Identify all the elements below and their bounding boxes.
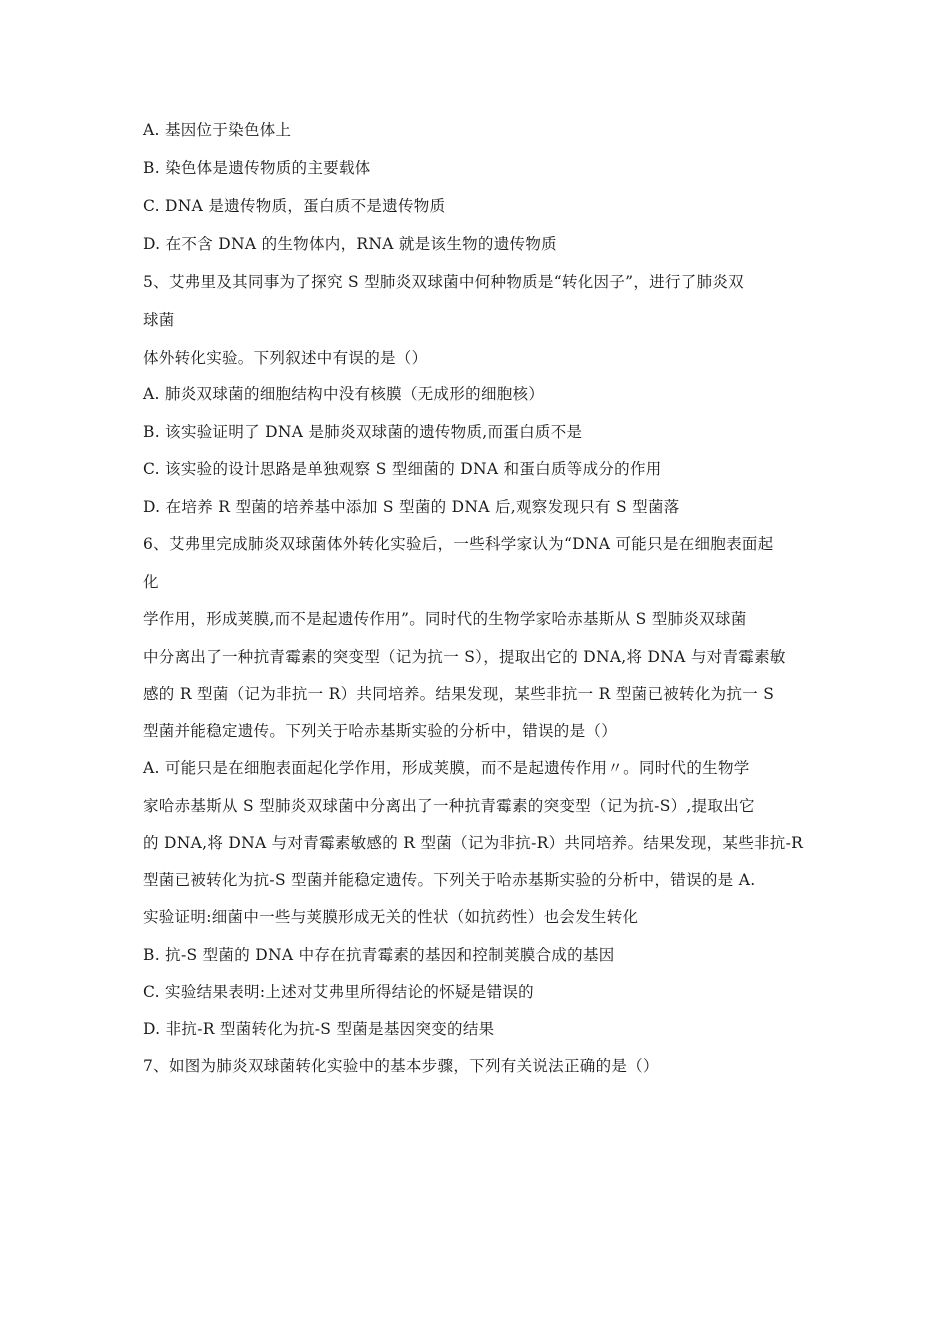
- option-6a-cont-3: 型菌已被转化为抗-S 型菌并能稳定遗传。下列关于哈赤基斯实验的分析中，错误的是 A.: [143, 871, 756, 889]
- option-5c: C. 该实验的设计思路是单独观察 S 型细菌的 DNA 和蛋白质等成分的作用: [143, 460, 662, 478]
- option-6a-cont-2: 的 DNA,将 DNA 与对青霉素敏感的 R 型菌（记为非抗-R）共同培养。结果发现，某些非抗-R: [143, 834, 804, 852]
- option-6d: D. 非抗-R 型菌转化为抗-S 型菌是基因突变的结果: [143, 1020, 495, 1038]
- option-5b: B. 该实验证明了 DNA 是肺炎双球菌的遗传物质,而蛋白质不是: [143, 423, 583, 441]
- question-6-stem: 6、艾弗里完成肺炎双球菌体外转化实验后，一些科学家认为“DNA 可能只是在细胞表面起: [143, 535, 774, 553]
- question-6-text-2: 中分离出了一种抗青霉素的突变型（记为抗一 S），提取出它的 DNA,将 DNA 与对青霉素敏: [143, 648, 786, 666]
- option-5a: A. 肺炎双球菌的细胞结构中没有核膜（无成形的细胞核）: [143, 385, 545, 403]
- question-7-stem: 7、如图为肺炎双球菌转化实验中的基本步骤，下列有关说法正确的是（）: [143, 1057, 659, 1075]
- question-6-stem-cont: 化: [143, 573, 159, 591]
- option-6c: C. 实验结果表明:上述对艾弗里所得结论的怀疑是错误的: [143, 983, 534, 1001]
- option-4a: A. 基因位于染色体上: [143, 121, 292, 139]
- question-5-stem-cont: 球菌: [143, 311, 175, 329]
- option-5d: D. 在培养 R 型菌的培养基中添加 S 型菌的 DNA 后,观察发现只有 S 型菌落: [143, 498, 680, 516]
- question-6-prompt: 型菌并能稳定遗传。下列关于哈赤基斯实验的分析中，错误的是（）: [143, 722, 618, 740]
- option-4b: B. 染色体是遗传物质的主要载体: [143, 159, 371, 177]
- question-5-stem: 5、艾弗里及其同事为了探究 S 型肺炎双球菌中何种物质是“转化因子”，进行了肺炎双: [143, 273, 744, 291]
- option-6a-cont-4: 实验证明:细菌中一些与荚膜形成无关的性状（如抗药性）也会发生转化: [143, 908, 639, 926]
- option-4d: D. 在不含 DNA 的生物体内，RNA 就是该生物的遗传物质: [143, 235, 557, 253]
- option-4c: C. DNA 是遗传物质，蛋白质不是遗传物质: [143, 197, 446, 215]
- option-6b: B. 抗-S 型菌的 DNA 中存在抗青霉素的基因和控制荚膜合成的基因: [143, 946, 615, 964]
- question-6-text-1: 学作用，形成荚膜,而不是起遗传作用”。同时代的生物学家哈赤基斯从 S 型肺炎双球菌: [143, 610, 747, 628]
- question-6-text-3: 感的 R 型菌（记为非抗一 R）共同培养。结果发现，某些非抗一 R 型菌已被转化为抗一 S: [143, 685, 775, 703]
- question-5-prompt: 体外转化实验。下列叙述中有误的是（）: [143, 349, 428, 367]
- option-6a: A. 可能只是在细胞表面起化学作用，形成荚膜，而不是起遗传作用〃。同时代的生物学: [143, 759, 750, 777]
- option-6a-cont-1: 家哈赤基斯从 S 型肺炎双球菌中分离出了一种抗青霉素的突变型（记为抗-S）,提取出它: [143, 797, 755, 815]
